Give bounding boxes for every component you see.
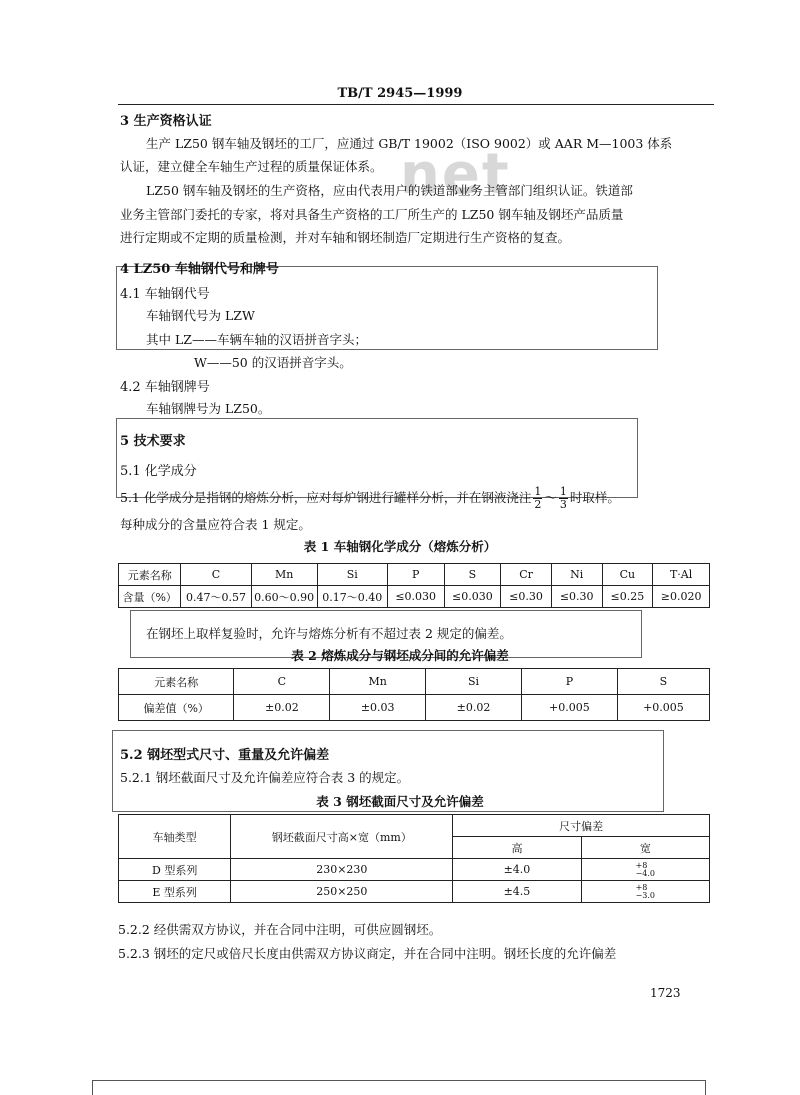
- header-rule: [118, 104, 714, 105]
- table-1-cell: ≤0.030: [444, 586, 501, 608]
- section-4-2-line1: 车轴钢牌号为 LZ50。: [146, 401, 271, 416]
- table-2: [118, 668, 710, 721]
- section-3-heading: 3 生产资格认证: [120, 114, 212, 129]
- fraction-separator: ～: [544, 490, 557, 505]
- section-3-p1-line1: 生产 LZ50 钢车轴及钢坯的工厂，应通过 GB/T 19002（ISO 9002）或 AAR M—1003 体系: [146, 136, 673, 151]
- table-1-row: [119, 586, 710, 608]
- section-4-1-line3: W——50 的汉语拼音字头。: [194, 355, 352, 370]
- table-2-cell: 偏差值（%）: [119, 695, 234, 721]
- table-2-header-cell: Mn: [330, 669, 426, 695]
- wide-tolerance: +8 −3.0: [635, 882, 656, 900]
- table-1-cell: 含量（%）: [119, 586, 181, 608]
- table-3-cell-high: ±4.0: [453, 859, 581, 881]
- section-3-p2-line3: 进行定期或不定期的质量检测，并对车轴和钢坯制造厂定期进行生产资格的复查。: [120, 230, 571, 245]
- section-4-2-heading: 4.2 车轴钢牌号: [120, 380, 210, 395]
- section-5-1-text-b: 时取样。: [569, 490, 620, 505]
- table-1-cell: ≤0.30: [501, 586, 552, 608]
- section-4-heading: 4 LZ50 车轴钢代号和牌号: [120, 262, 279, 277]
- table-1-header-cell: Mn: [251, 564, 317, 586]
- table-1-header-cell: 元素名称: [119, 564, 181, 586]
- table-row: [119, 859, 710, 881]
- table-2-caption: 表 2 熔炼成分与钢坯成分间的允许偏差: [291, 648, 509, 663]
- section-5-2-3-text: 5.2.3 钢坯的定尺或倍尺长度由供需双方协议商定，并在合同中注明。钢坯长度的允许偏差: [118, 946, 617, 961]
- section-4-1-line1: 车轴钢代号为 LZW: [146, 308, 255, 323]
- table-1-caption: 表 1 车轴钢化学成分（熔炼分析）: [303, 539, 497, 554]
- table-2-cell: ±0.02: [234, 695, 330, 721]
- table-2-cell: +0.005: [617, 695, 709, 721]
- table-2-cell: +0.005: [521, 695, 617, 721]
- table-2-header-cell: S: [617, 669, 709, 695]
- table-3-cell-wide: [581, 881, 709, 903]
- section-3-p2-line1: LZ50 钢车轴及钢坯的生产资格，应由代表用户的铁道部业务主管部门组织认证。铁道部: [146, 183, 633, 198]
- section-5-1-text: [120, 486, 620, 511]
- section-3-p2-line2: 业务主管部门委托的专家，将对具备生产资格的工厂所生产的 LZ50 钢车轴及钢坯产品质量: [120, 207, 624, 222]
- section-5-1-text-a: 5.1 化学成分是指钢的熔炼分析，应对每炉钢进行罐样分析，并在钢液浇注: [120, 490, 532, 505]
- fraction-half: $\frac{1}{2}$: [534, 485, 542, 511]
- table-1-header-cell: Ni: [551, 564, 602, 586]
- table-3-cell-type: E 型系列: [119, 881, 231, 903]
- table-1-header-cell: S: [444, 564, 501, 586]
- table-2-header-cell: 元素名称: [119, 669, 234, 695]
- section-5-1-heading: 5.1 化学成分: [120, 464, 197, 479]
- between-text: 在钢坯上取样复验时，允许与熔炼分析有不超过表 2 规定的偏差。: [146, 626, 512, 641]
- table-3-header-tolerance: 尺寸偏差: [453, 815, 710, 837]
- table-1-header-cell: Cu: [602, 564, 653, 586]
- table-2-header-cell: P: [521, 669, 617, 695]
- page-header: TB/T 2945—1999: [337, 86, 463, 101]
- table-1-header-cell: Cr: [501, 564, 552, 586]
- watermark: net: [400, 142, 511, 207]
- table-1-header-cell: Si: [317, 564, 387, 586]
- table-1-cell: 0.47～0.57: [181, 586, 251, 608]
- table-3-cell-size: 230×230: [231, 859, 453, 881]
- table-3-cell-size: 250×250: [231, 881, 453, 903]
- table-1-header-cell: T·Al: [653, 564, 710, 586]
- section-5-2-2-text: 5.2.2 经供需双方协议，并在合同中注明，可供应圆钢坯。: [118, 922, 442, 937]
- section-4-1-line2: 其中 LZ——车辆车轴的汉语拼音字头；: [146, 332, 367, 347]
- table-row: [119, 881, 710, 903]
- section-5-2-1-text: 5.2.1 钢坯截面尺寸及允许偏差应符合表 3 的规定。: [120, 770, 410, 785]
- table-1-cell: 0.60～0.90: [251, 586, 317, 608]
- section-5-heading: 5 技术要求: [120, 434, 186, 449]
- table-3-header-row: [119, 815, 710, 837]
- table-1: [118, 563, 710, 608]
- table-3: [118, 814, 710, 903]
- table-1-header-cell: C: [181, 564, 251, 586]
- table-3-cell-wide: [581, 859, 709, 881]
- table-3-header-wide: 宽: [581, 837, 709, 859]
- wide-tolerance: +8 −4.0: [635, 860, 656, 878]
- section-5-1-line2: 每种成分的含量应符合表 1 规定。: [120, 517, 311, 532]
- section-5-2-heading: 5.2 钢坯型式尺寸、重量及允许偏差: [120, 748, 330, 763]
- table-1-header-row: [119, 564, 710, 586]
- table-1-header-cell: P: [387, 564, 444, 586]
- section-4-1-heading: 4.1 车轴钢代号: [120, 287, 210, 302]
- table-1-cell: ≤0.30: [551, 586, 602, 608]
- table-3-cell-type: D 型系列: [119, 859, 231, 881]
- table-2-header-row: [119, 669, 710, 695]
- table-2-row: [119, 695, 710, 721]
- table-3-header-high: 高: [453, 837, 581, 859]
- table-2-header-cell: Si: [426, 669, 522, 695]
- table-1-cell: 0.17～0.40: [317, 586, 387, 608]
- table-1-cell: ≤0.25: [602, 586, 653, 608]
- table-1-cell: ≥0.020: [653, 586, 710, 608]
- table-3-caption: 表 3 钢坯截面尺寸及允许偏差: [316, 794, 484, 809]
- section-3-p1-line2: 认证，建立健全车轴生产过程的质量保证体系。: [120, 159, 383, 174]
- table-2-cell: ±0.03: [330, 695, 426, 721]
- page-number: 1723: [650, 986, 681, 1000]
- table-1-cell: ≤0.030: [387, 586, 444, 608]
- bottom-frame: [92, 1080, 706, 1095]
- table-3-header-size: 钢坯截面尺寸高×宽（mm）: [231, 815, 453, 859]
- fraction-third: $\frac{1}{3}$: [559, 485, 567, 511]
- table-2-header-cell: C: [234, 669, 330, 695]
- table-2-cell: ±0.02: [426, 695, 522, 721]
- table-3-header-type: 车轴类型: [119, 815, 231, 859]
- table-3-cell-high: ±4.5: [453, 881, 581, 903]
